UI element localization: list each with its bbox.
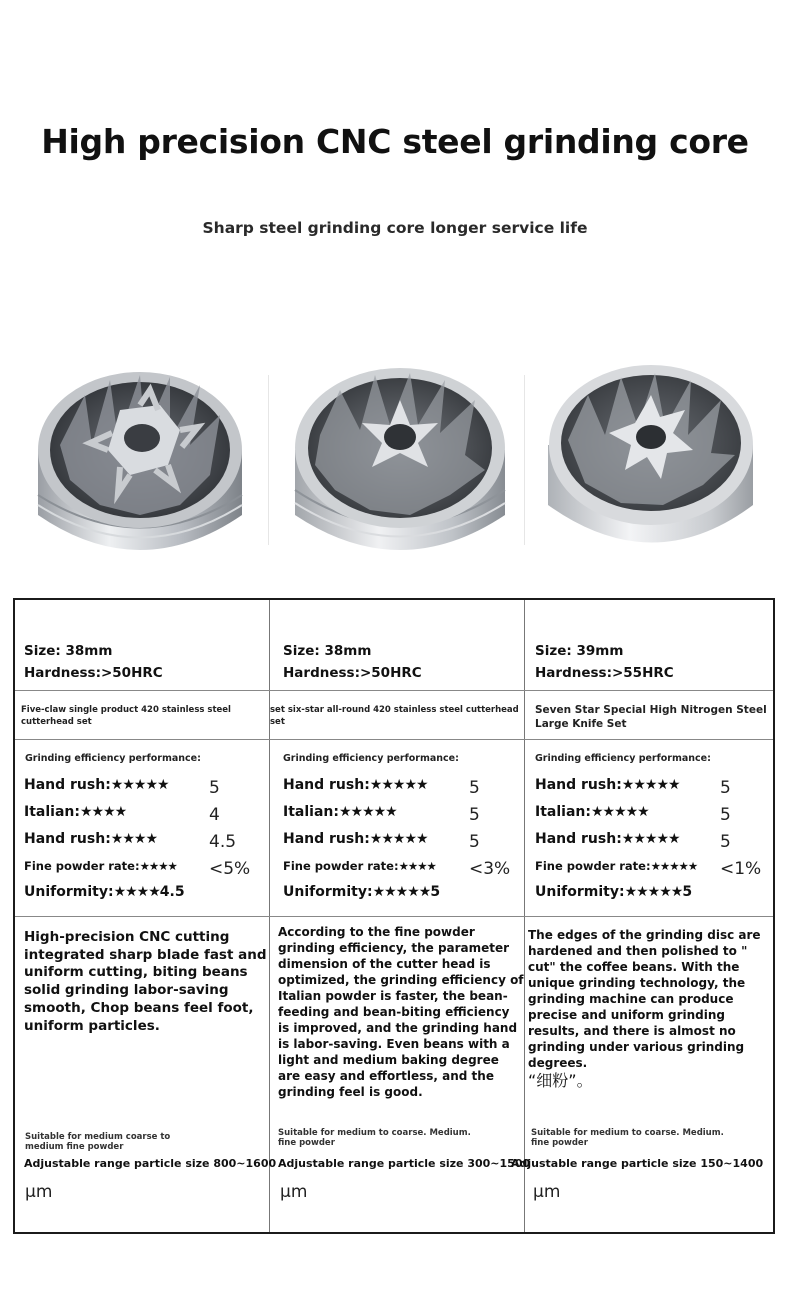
unit-label: μm (280, 1182, 308, 1202)
rating-score: 4.5 (209, 832, 237, 852)
star-rating-icon: ★★★★ (398, 859, 436, 873)
star-rating-icon: ★★★★ (113, 884, 160, 900)
product-paragraph: High-precision CNC cutting integrated sharp blade fast and uniform cutting, biting beans solid grinding labor-saving smooth, Chop beans feel foot, uniform particles. (24, 929, 267, 1034)
rating-score: 5 (469, 778, 480, 798)
unit-label: μm (25, 1182, 53, 1202)
suitable-note: Suitable for medium to coarse. Medium. fine powder (278, 1128, 471, 1148)
rating-uniformity: Uniformity:★★★★★5 (283, 884, 441, 900)
rating-uniformity: Uniformity:★★★★★5 (535, 884, 693, 900)
unit-label: μm (533, 1182, 561, 1202)
rating-fine-powder: Fine powder rate:★★★★ (283, 859, 436, 873)
product-paragraph: According to the fine powder grinding efficiency, the parameter dimension of the cutter head is optimized, the grinding efficiency of Italian powder is faster, the bean-feeding and bean-biting efficiency is improved, and the grinding hand is labor-saving. Even beans with a light and medium baking degree are easy and effortless, and the grinding feel is good. (278, 925, 524, 1099)
hardness-label: Hardness:>55HRC (535, 665, 674, 681)
star-rating-icon: ★★★★★ (621, 831, 680, 847)
star-rating-icon: ★★★★ (110, 831, 157, 847)
star-rating-icon: ★★★★★ (624, 884, 683, 900)
rating-hand-rush: Hand rush:★★★★★ (535, 777, 680, 793)
six-star-burr-icon (290, 355, 510, 570)
star-rating-icon: ★★★★ (79, 804, 127, 820)
size-label: Size: 38mm (283, 643, 372, 659)
product-description: Five-claw single product 420 stainless steel cutterhead set (21, 705, 231, 727)
particle-range: Adjustable range particle size 150~1400 (511, 1157, 764, 1170)
rating-score: 5 (209, 778, 220, 798)
product-column-six-star (270, 600, 531, 1232)
product-description: set six-star all-round 420 stainless steel cutterhead set (270, 705, 519, 727)
star-rating-icon: ★★★★★ (369, 831, 428, 847)
size-label: Size: 38mm (24, 643, 113, 659)
rating-italian: Italian:★★★★★ (535, 804, 649, 820)
hardness-label: Hardness:>50HRC (24, 665, 163, 681)
product-description: Seven Star Special High Nitrogen Steel Large Knife Set (535, 704, 767, 730)
page-subtitle: Sharp steel grinding core longer service life (202, 219, 588, 237)
rating-italian: Italian:★★★★★ (283, 804, 397, 820)
product-column-seven-star (511, 600, 775, 1232)
hardness-label: Hardness:>50HRC (283, 665, 422, 681)
product-paragraph: The edges of the grinding disc are hardened and then polished to " cut" the coffee beans. With the unique grinding technology, the grinding machine can produce precise and uniform grinding results, and there is almost no grinding under various grinding degrees. “细粉”。 (528, 927, 768, 1089)
star-rating-icon: ★★★★ (139, 859, 177, 873)
rating-hand-rush: Hand rush:★★★★★ (283, 831, 428, 847)
rating-score: 4 (209, 805, 220, 825)
star-rating-icon: ★★★★★ (621, 777, 680, 793)
performance-title: Grinding efficiency performance: (25, 753, 201, 764)
rating-hand-rush: Hand rush:★★★★ (24, 831, 157, 847)
five-claw-burr-icon (30, 355, 250, 570)
star-rating-icon: ★★★★★ (110, 777, 169, 793)
rating-hand-rush: Hand rush:★★★★★ (24, 777, 169, 793)
size-label: Size: 39mm (535, 643, 624, 659)
star-rating-icon: ★★★★★ (650, 859, 698, 873)
rating-score: 5 (720, 805, 731, 825)
rating-score: <5% (209, 859, 251, 879)
rating-score: <1% (720, 859, 762, 879)
image-separator (524, 375, 525, 545)
spec-table (13, 598, 775, 1234)
rating-hand-rush: Hand rush:★★★★★ (283, 777, 428, 793)
paragraph-suffix: “细粉”。 (528, 1071, 593, 1090)
suitable-note: Suitable for medium coarse to medium fine powder (25, 1132, 171, 1152)
rating-score: 5 (469, 805, 480, 825)
particle-range: Adjustable range particle size 300~1500 (278, 1157, 531, 1170)
rating-uniformity: Uniformity:★★★★4.5 (24, 884, 185, 900)
rating-italian: Italian:★★★★ (24, 804, 127, 820)
page-title: High precision CNC steel grinding core (41, 122, 749, 161)
star-rating-icon: ★★★★★ (590, 804, 649, 820)
rating-hand-rush: Hand rush:★★★★★ (535, 831, 680, 847)
star-rating-icon: ★★★★★ (372, 884, 431, 900)
rating-fine-powder: Fine powder rate:★★★★★ (535, 859, 698, 873)
seven-star-burr-icon (543, 355, 763, 570)
rating-score: 5 (469, 832, 480, 852)
rating-fine-powder: Fine powder rate:★★★★ (24, 859, 177, 873)
star-rating-icon: ★★★★★ (369, 777, 428, 793)
rating-score: 5 (720, 832, 731, 852)
image-separator (268, 375, 269, 545)
product-column-five-claw (15, 600, 277, 1232)
performance-title: Grinding efficiency performance: (283, 753, 459, 764)
suitable-note: Suitable for medium to coarse. Medium. fine powder (531, 1128, 724, 1148)
performance-title: Grinding efficiency performance: (535, 753, 711, 764)
star-rating-icon: ★★★★★ (338, 804, 397, 820)
particle-range: Adjustable range particle size 800~1600 (24, 1157, 277, 1170)
rating-score: <3% (469, 859, 511, 879)
rating-score: 5 (720, 778, 731, 798)
